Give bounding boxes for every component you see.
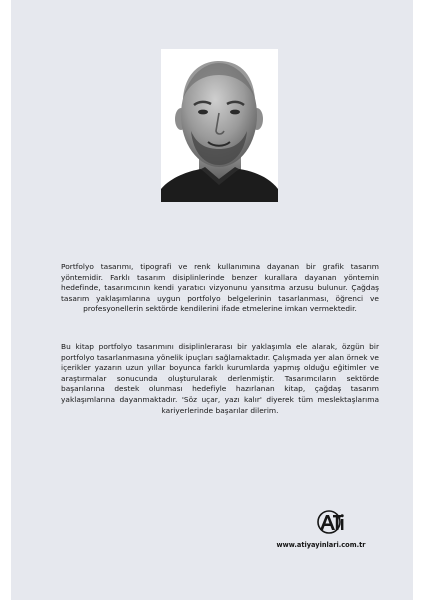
publisher-url[interactable]: www.atiyayinlari.com.tr	[276, 541, 366, 549]
description-paragraph-2: Bu kitap portfolyo tasarımını disiplinlerarası bir yaklaşımla ele alarak, özgün bir portfolyo tasarlanmasına yönelik ipuçları sağlamaktadır. Çalışmada yer alan örnek ve içerikler yazarın uzun yıllar boyunca farklı kurumlarda yapmış olduğu eğitimler ve araştırmalar sonucunda oluşturularak derlenmiştir. Tasarımcıların sektörde başarılarına destek olunması hedefiyle hazırlanan kitap, çağdaş tasarım yaklaşımlarına dayanmaktadır. 'Söz uçar, yazı kalır' diyerek tüm meslektaşlarıma kariyerlerinde başarılar dilerim.	[61, 342, 379, 415]
author-portrait-photo	[161, 49, 278, 202]
author-portrait-icon	[161, 49, 278, 202]
ati-logo-icon	[314, 510, 348, 534]
back-cover	[11, 0, 413, 600]
ati-publisher-logo	[314, 510, 348, 534]
description-paragraph-1: Portfolyo tasarımı, tipografi ve renk kullanımına dayanan bir grafik tasarım yöntemidir. Farklı tasarım disiplinlerinde benzer kurallara dayanan yöntemin hedefinde, tasarımcının kendi yaratıcı vizyonunu yansıtma arzusu bulunur. Çağdaş tasarım yaklaşımlarına uygun portfolyo belgelerinin tasarlanması, öğrenci ve profesyonellerin sektörde kendilerini ifade etmelerine imkan vermektedir.	[61, 262, 379, 314]
